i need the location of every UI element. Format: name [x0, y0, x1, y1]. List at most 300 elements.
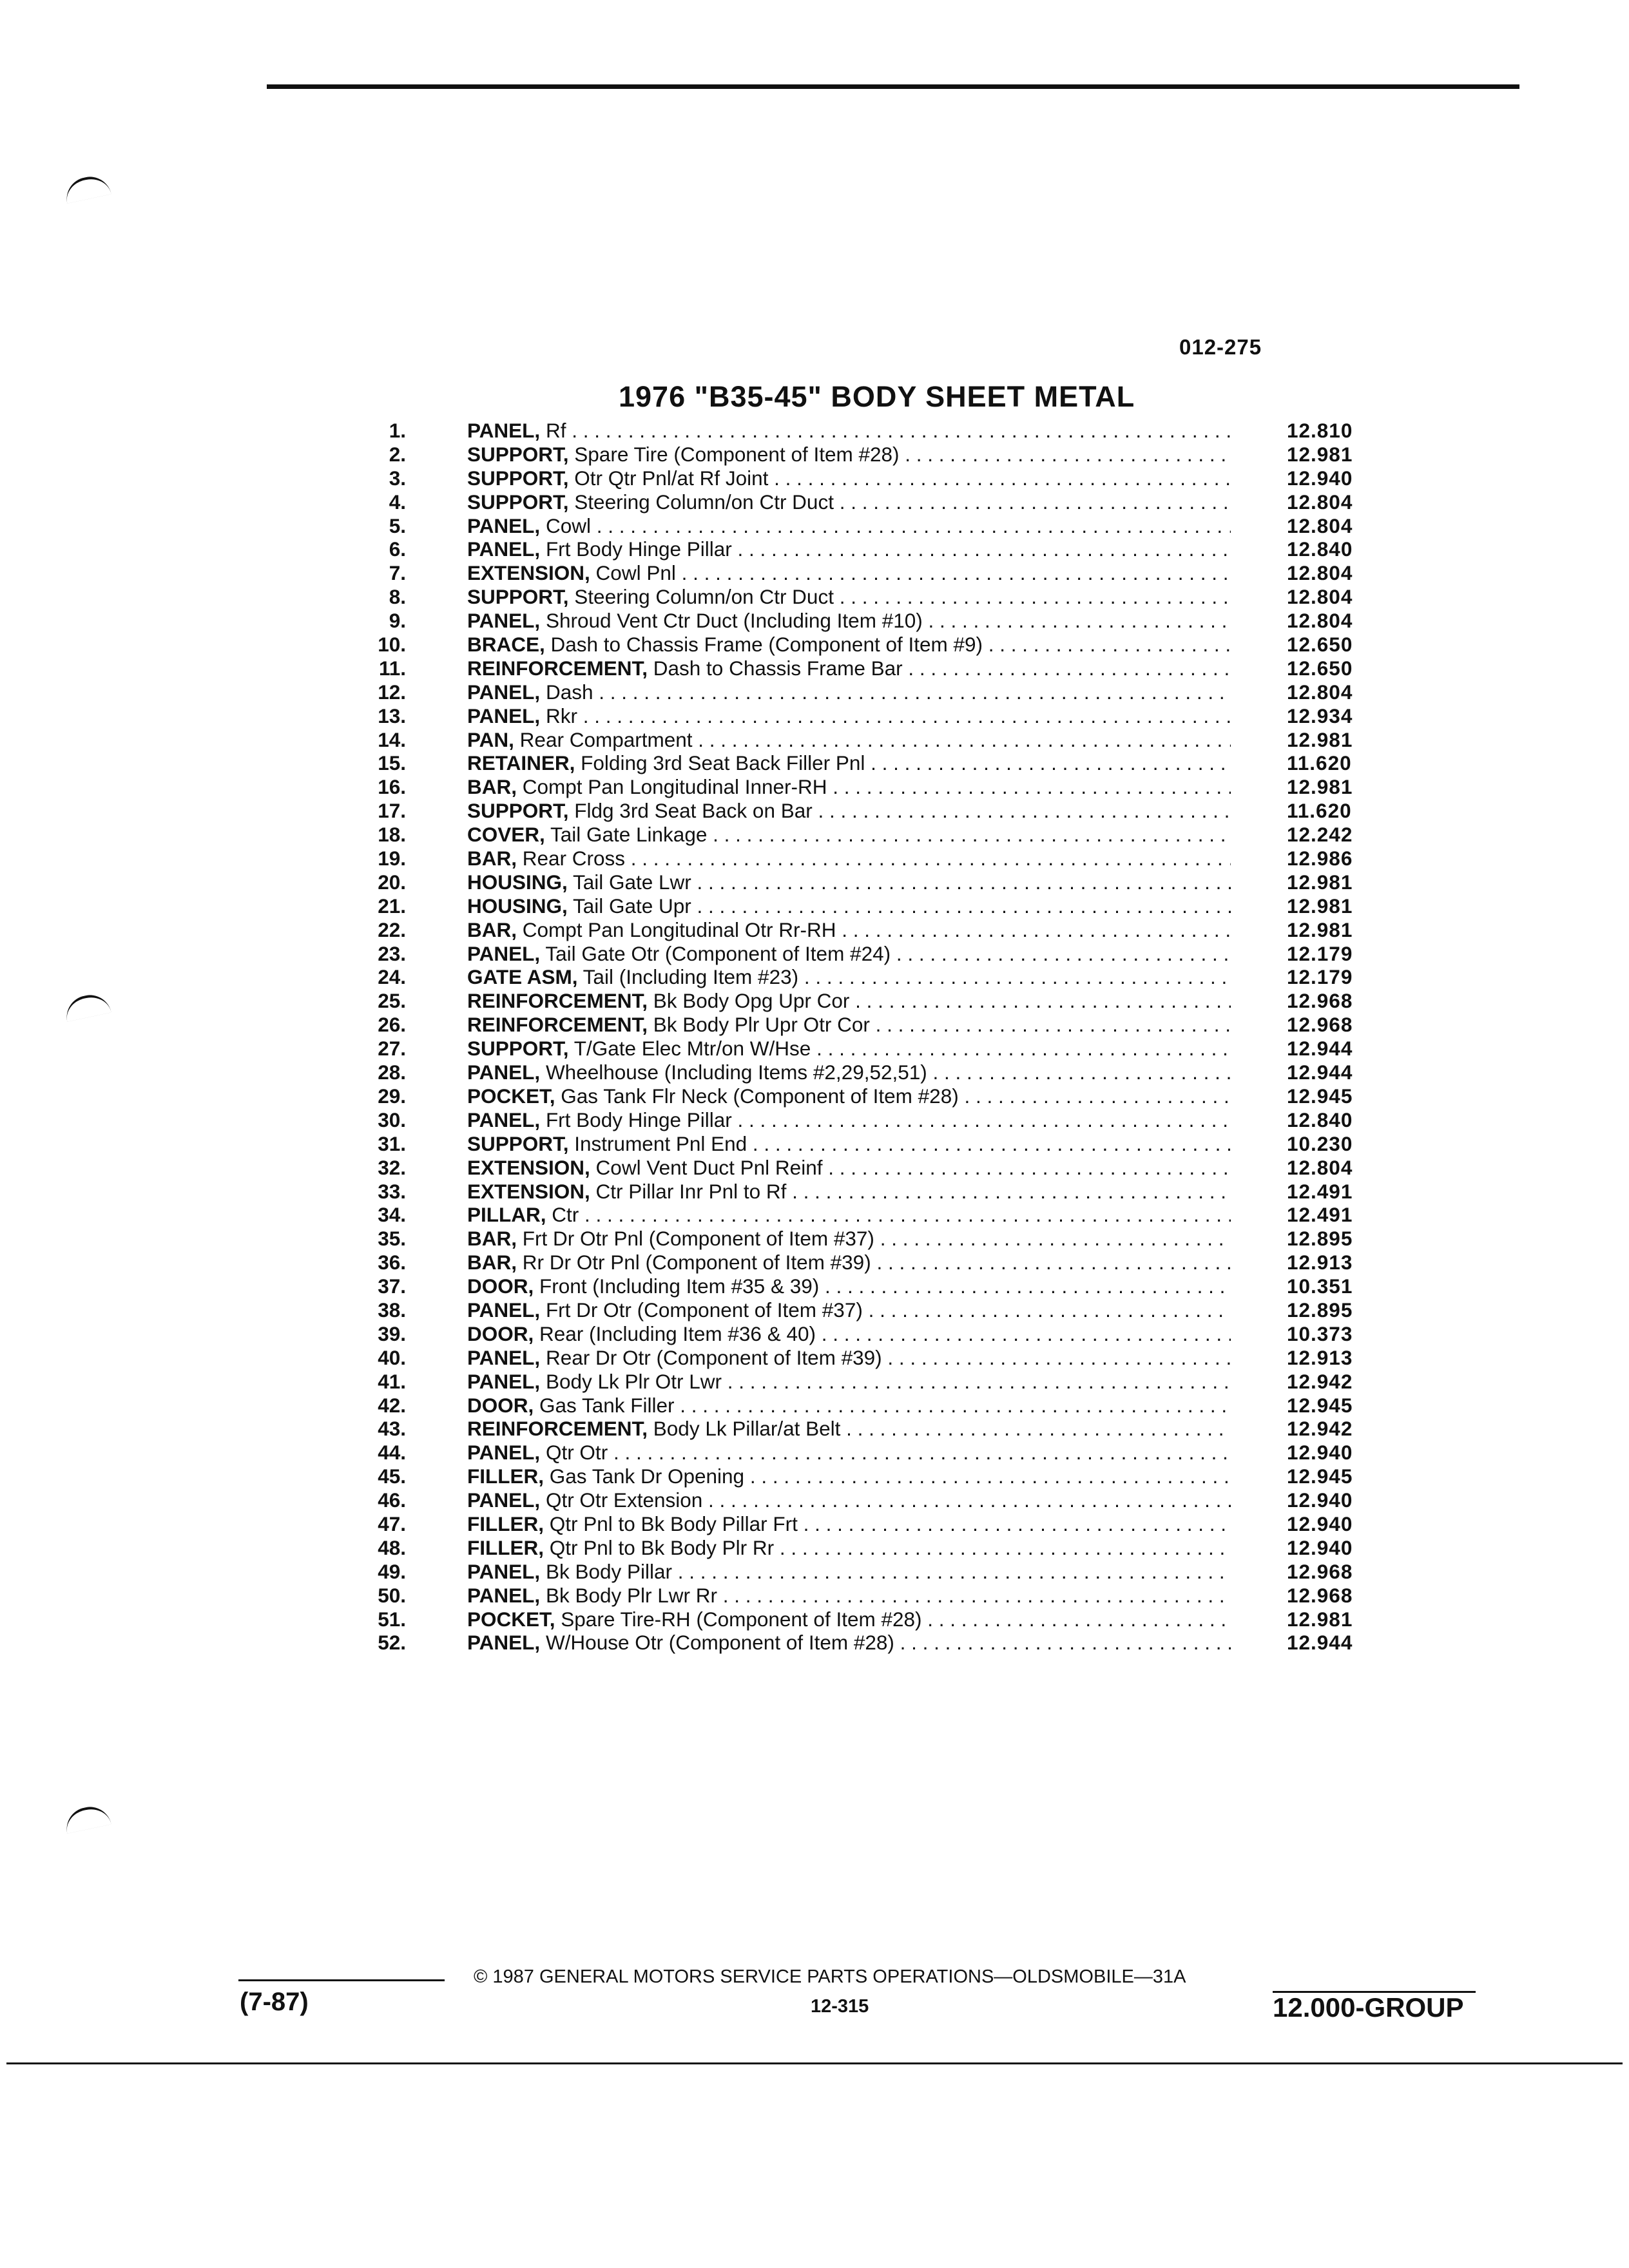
- part-row: [348, 1512, 1379, 1536]
- part-name: FILLER,: [467, 1465, 544, 1488]
- item-number: 42.: [378, 1393, 406, 1417]
- group-number: 12.968: [1287, 1559, 1353, 1583]
- item-number: 22.: [378, 918, 406, 941]
- part-name: PILLAR,: [467, 1203, 546, 1227]
- group-number: 12.804: [1287, 490, 1353, 514]
- part-detail: Dash: [540, 680, 593, 704]
- part-row: [348, 537, 1379, 561]
- part-row: [348, 514, 1379, 538]
- part-detail: Tail (Including Item #23): [577, 965, 799, 989]
- group-number: 10.230: [1287, 1131, 1353, 1155]
- part-description: [467, 823, 1231, 847]
- part-row: [348, 823, 1379, 847]
- item-number: 1.: [389, 419, 406, 442]
- footer-left-rule: [238, 1979, 445, 1981]
- part-description: [467, 1584, 1231, 1608]
- part-detail: Tail Gate Upr: [567, 894, 691, 918]
- part-name: PANEL,: [467, 1061, 541, 1084]
- part-description: [467, 965, 1231, 989]
- item-number: 2.: [389, 442, 406, 466]
- group-number: 12.944: [1287, 1037, 1353, 1061]
- group-number: 12.945: [1287, 1465, 1353, 1488]
- group-number: 12.179: [1287, 965, 1353, 989]
- part-row: [348, 1274, 1379, 1298]
- part-detail: Front (Including Item #35 & 39): [534, 1274, 820, 1298]
- part-name: SUPPORT,: [467, 799, 569, 823]
- part-description: [467, 1274, 1231, 1298]
- part-row: [348, 657, 1379, 680]
- part-description: [467, 419, 1231, 443]
- page-number: 12-315: [811, 1996, 869, 2017]
- part-row: [348, 942, 1379, 966]
- part-row: [348, 1037, 1379, 1061]
- group-number: 12.981: [1287, 918, 1353, 941]
- item-number: 36.: [378, 1251, 406, 1274]
- part-description: [467, 1370, 1231, 1394]
- part-detail: Bk Body Plr Upr Otr Cor: [648, 1013, 870, 1037]
- part-description: [467, 1512, 1231, 1536]
- part-description: [467, 918, 1231, 942]
- part-detail: Rf: [540, 419, 566, 442]
- part-detail: Frt Body Hinge Pillar: [540, 1108, 732, 1131]
- part-row: [348, 1346, 1379, 1370]
- part-name: PANEL,: [467, 1441, 541, 1465]
- item-number: 14.: [378, 727, 406, 751]
- group-number: 12.491: [1287, 1179, 1353, 1203]
- part-name: PANEL,: [467, 704, 541, 727]
- part-name: DOOR,: [467, 1393, 534, 1417]
- item-number: 39.: [378, 1321, 406, 1345]
- item-number: 28.: [378, 1061, 406, 1084]
- part-detail: Steering Column/on Ctr Duct: [568, 585, 834, 609]
- part-detail: Qtr Pnl to Bk Body Pillar Frt: [544, 1512, 798, 1535]
- item-number: 47.: [378, 1512, 406, 1535]
- part-name: EXTENSION,: [467, 561, 590, 585]
- part-name: SUPPORT,: [467, 442, 569, 466]
- part-detail: Bk Body Pillar: [540, 1559, 673, 1583]
- item-number: 52.: [378, 1631, 406, 1655]
- part-name: GATE ASM,: [467, 965, 578, 989]
- group-number: 12.913: [1287, 1345, 1353, 1369]
- part-name: PANEL,: [467, 514, 541, 537]
- part-row: [348, 894, 1379, 918]
- part-name: HOUSING,: [467, 894, 568, 918]
- part-detail: Instrument Pnl End: [568, 1131, 747, 1155]
- group-number: 12.895: [1287, 1227, 1353, 1251]
- part-name: SUPPORT,: [467, 490, 569, 514]
- part-row: [348, 1631, 1379, 1655]
- part-row: [348, 490, 1379, 514]
- part-name: FILLER,: [467, 1535, 544, 1559]
- part-name: PANEL,: [467, 1559, 541, 1583]
- item-number: 13.: [378, 704, 406, 727]
- part-row: [348, 1441, 1379, 1465]
- part-description: [467, 1013, 1231, 1037]
- group-number: 12.913: [1287, 1251, 1353, 1274]
- group-number: 12.981: [1287, 727, 1353, 751]
- item-number: 12.: [378, 680, 406, 704]
- item-number: 33.: [378, 1179, 406, 1203]
- item-number: 30.: [378, 1108, 406, 1131]
- part-name: PANEL,: [467, 680, 541, 704]
- part-name: REINFORCEMENT,: [467, 656, 648, 680]
- part-detail: Rear Dr Otr (Component of Item #39): [540, 1345, 882, 1369]
- item-number: 45.: [378, 1465, 406, 1488]
- part-description: [467, 775, 1231, 799]
- group-number: 10.351: [1287, 1274, 1353, 1298]
- item-number: 20.: [378, 870, 406, 894]
- part-detail: Qtr Otr Extension: [540, 1488, 703, 1512]
- part-detail: Shroud Vent Ctr Duct (Including Item #10): [540, 609, 923, 633]
- part-detail: Gas Tank Dr Opening: [544, 1465, 745, 1488]
- item-number: 49.: [378, 1559, 406, 1583]
- part-row: [348, 1251, 1379, 1274]
- part-detail: Steering Column/on Ctr Duct: [568, 490, 834, 514]
- part-detail: Spare Tire-RH (Component of Item #28): [555, 1607, 922, 1631]
- item-number: 23.: [378, 941, 406, 965]
- part-description: [467, 870, 1231, 894]
- item-number: 7.: [389, 561, 406, 585]
- part-description: [467, 680, 1231, 704]
- item-number: 46.: [378, 1488, 406, 1512]
- part-detail: Body Lk Pillar/at Belt: [648, 1417, 841, 1441]
- part-name: SUPPORT,: [467, 1131, 569, 1155]
- group-number: 12.942: [1287, 1417, 1353, 1441]
- group-number: 12.968: [1287, 989, 1353, 1013]
- group-number: 12.804: [1287, 514, 1353, 537]
- part-description: [467, 1441, 1231, 1465]
- part-name: BRACE,: [467, 633, 545, 657]
- part-row: [348, 1560, 1379, 1584]
- part-row: [348, 443, 1379, 466]
- group-number: 12.242: [1287, 823, 1353, 847]
- group-number: 12.491: [1287, 1203, 1353, 1227]
- part-description: [467, 894, 1231, 918]
- item-number: 17.: [378, 799, 406, 823]
- document-id: 012-275: [1179, 335, 1262, 359]
- part-detail: Rr Dr Otr Pnl (Component of Item #39): [517, 1251, 871, 1274]
- page-footer: [0, 1959, 1629, 2049]
- part-name: SUPPORT,: [467, 466, 569, 490]
- group-number: 11.620: [1287, 751, 1352, 775]
- part-row: [348, 419, 1379, 443]
- part-description: [467, 989, 1231, 1013]
- part-description: [467, 1417, 1231, 1441]
- part-description: [467, 609, 1231, 633]
- group-number: 12.804: [1287, 585, 1353, 609]
- part-name: PANEL,: [467, 1488, 541, 1512]
- revision-date: (7-87): [240, 1988, 309, 2016]
- part-description: [467, 443, 1231, 466]
- part-row: [348, 751, 1379, 775]
- part-description: [467, 1251, 1231, 1274]
- group-number: 12.940: [1287, 1441, 1353, 1465]
- part-name: PANEL,: [467, 1345, 541, 1369]
- item-number: 50.: [378, 1583, 406, 1607]
- item-number: 51.: [378, 1607, 406, 1631]
- group-number: 12.940: [1287, 466, 1353, 490]
- part-name: PANEL,: [467, 1583, 541, 1607]
- parts-list: [348, 419, 1379, 1655]
- part-row: [348, 1156, 1379, 1180]
- part-description: [467, 1298, 1231, 1322]
- group-number: 12.940: [1287, 1535, 1353, 1559]
- part-description: [467, 1180, 1231, 1204]
- item-number: 35.: [378, 1227, 406, 1251]
- part-name: DOOR,: [467, 1321, 534, 1345]
- part-name: RETAINER,: [467, 751, 575, 775]
- part-name: COVER,: [467, 823, 545, 847]
- part-detail: Bk Body Opg Upr Cor: [648, 989, 850, 1013]
- item-number: 10.: [378, 633, 406, 657]
- part-name: REINFORCEMENT,: [467, 1013, 648, 1037]
- part-detail: Cowl Pnl: [590, 561, 676, 585]
- item-number: 40.: [378, 1345, 406, 1369]
- group-number: 12.981: [1287, 442, 1353, 466]
- group-number: 12.981: [1287, 870, 1353, 894]
- part-name: BAR,: [467, 918, 517, 941]
- group-number: 12.968: [1287, 1583, 1353, 1607]
- part-detail: Cowl Vent Duct Pnl Reinf: [590, 1155, 823, 1179]
- group-number: 11.620: [1287, 799, 1352, 823]
- part-row: [348, 1465, 1379, 1488]
- part-detail: Spare Tire (Component of Item #28): [568, 442, 900, 466]
- part-description: [467, 1631, 1231, 1655]
- part-name: SUPPORT,: [467, 1037, 569, 1061]
- part-detail: Tail Gate Linkage: [545, 823, 708, 847]
- group-number: 12.944: [1287, 1061, 1353, 1084]
- part-detail: Gas Tank Filler: [534, 1393, 675, 1417]
- part-detail: Frt Dr Otr Pnl (Component of Item #37): [517, 1227, 874, 1251]
- item-number: 38.: [378, 1298, 406, 1321]
- part-row: [348, 870, 1379, 894]
- part-description: [467, 1322, 1231, 1346]
- part-detail: Wheelhouse (Including Items #2,29,52,51): [540, 1061, 927, 1084]
- part-name: EXTENSION,: [467, 1179, 590, 1203]
- item-number: 48.: [378, 1535, 406, 1559]
- binder-hole-mark-middle: [63, 991, 111, 1022]
- part-detail: Body Lk Plr Otr Lwr: [540, 1369, 722, 1393]
- part-detail: T/Gate Elec Mtr/on W/Hse: [568, 1037, 811, 1061]
- item-number: 24.: [378, 965, 406, 989]
- part-name: BAR,: [467, 1251, 517, 1274]
- group-number: 12.945: [1287, 1084, 1353, 1108]
- item-number: 25.: [378, 989, 406, 1013]
- part-name: PANEL,: [467, 1631, 541, 1655]
- part-detail: Tail Gate Otr (Component of Item #24): [540, 941, 891, 965]
- group-number: 12.981: [1287, 1607, 1353, 1631]
- part-row: [348, 1584, 1379, 1608]
- part-name: POCKET,: [467, 1084, 555, 1108]
- part-description: [467, 657, 1231, 680]
- part-detail: Rear Cross: [517, 847, 626, 870]
- part-name: EXTENSION,: [467, 1155, 590, 1179]
- group-number: 12.940: [1287, 1512, 1353, 1535]
- part-name: BAR,: [467, 1227, 517, 1251]
- item-number: 15.: [378, 751, 406, 775]
- group-number: 12.804: [1287, 561, 1353, 585]
- part-row: [348, 1180, 1379, 1204]
- group-code: 12.000-GROUP: [1273, 1992, 1464, 2023]
- part-row: [348, 1013, 1379, 1037]
- part-name: HOUSING,: [467, 870, 568, 894]
- part-detail: Tail Gate Lwr: [567, 870, 691, 894]
- part-description: [467, 1227, 1231, 1251]
- part-row: [348, 1061, 1379, 1084]
- part-detail: Dash to Chassis Frame (Component of Item #9): [545, 633, 983, 657]
- part-detail: Otr Qtr Pnl/at Rf Joint: [568, 466, 769, 490]
- item-number: 44.: [378, 1441, 406, 1465]
- top-rule: [267, 84, 1519, 89]
- part-name: REINFORCEMENT,: [467, 1417, 648, 1441]
- part-row: [348, 965, 1379, 989]
- part-row: [348, 989, 1379, 1013]
- part-row: [348, 1370, 1379, 1394]
- part-description: [467, 728, 1231, 752]
- item-number: 41.: [378, 1369, 406, 1393]
- bottom-rule: [6, 2062, 1623, 2064]
- group-number: 12.934: [1287, 704, 1353, 727]
- part-detail: Rear (Including Item #36 & 40): [534, 1321, 816, 1345]
- part-description: [467, 1560, 1231, 1584]
- part-detail: Folding 3rd Seat Back Filler Pnl: [575, 751, 865, 775]
- part-name: PANEL,: [467, 1369, 541, 1393]
- part-row: [348, 1203, 1379, 1227]
- part-name: BAR,: [467, 847, 517, 870]
- item-number: 21.: [378, 894, 406, 918]
- item-number: 5.: [389, 514, 406, 537]
- part-row: [348, 1417, 1379, 1441]
- part-name: PANEL,: [467, 1108, 541, 1131]
- group-number: 12.968: [1287, 1013, 1353, 1037]
- part-row: [348, 1322, 1379, 1346]
- part-detail: Gas Tank Flr Neck (Component of Item #28): [555, 1084, 959, 1108]
- part-description: [467, 1346, 1231, 1370]
- group-number: 12.945: [1287, 1393, 1353, 1417]
- item-number: 11.: [378, 656, 406, 680]
- part-description: [467, 514, 1231, 538]
- group-number: 12.840: [1287, 537, 1353, 561]
- part-description: [467, 942, 1231, 966]
- part-name: PANEL,: [467, 1298, 541, 1321]
- part-name: PANEL,: [467, 941, 541, 965]
- part-detail: Rear Compartment: [514, 727, 693, 751]
- part-description: [467, 1084, 1231, 1108]
- part-name: PANEL,: [467, 419, 541, 442]
- part-detail: W/House Otr (Component of Item #28): [540, 1631, 894, 1655]
- part-description: [467, 1156, 1231, 1180]
- part-description: [467, 633, 1231, 657]
- part-description: [467, 537, 1231, 561]
- part-row: [348, 1298, 1379, 1322]
- part-description: [467, 1132, 1231, 1156]
- part-detail: Ctr: [546, 1203, 579, 1227]
- item-number: 6.: [389, 537, 406, 561]
- part-detail: Compt Pan Longitudinal Inner-RH: [517, 775, 827, 799]
- part-description: [467, 1108, 1231, 1132]
- part-description: [467, 1465, 1231, 1488]
- part-name: SUPPORT,: [467, 585, 569, 609]
- part-detail: Rkr: [540, 704, 577, 727]
- part-detail: Compt Pan Longitudinal Otr Rr-RH: [517, 918, 836, 941]
- part-description: [467, 1203, 1231, 1227]
- part-row: [348, 847, 1379, 870]
- page-title: 1976 "B35-45" BODY SHEET METAL: [619, 380, 1135, 413]
- part-description: [467, 751, 1231, 775]
- part-row: [348, 1132, 1379, 1156]
- item-number: 3.: [389, 466, 406, 490]
- part-row: [348, 561, 1379, 585]
- part-row: [348, 704, 1379, 728]
- part-row: [348, 609, 1379, 633]
- group-number: 10.373: [1287, 1321, 1353, 1345]
- part-description: [467, 1037, 1231, 1061]
- part-name: FILLER,: [467, 1512, 544, 1535]
- group-number: 12.981: [1287, 775, 1353, 799]
- part-description: [467, 847, 1231, 870]
- part-detail: Bk Body Plr Lwr Rr: [540, 1583, 717, 1607]
- group-number: 12.650: [1287, 656, 1353, 680]
- part-name: REINFORCEMENT,: [467, 989, 648, 1013]
- group-number: 12.810: [1287, 419, 1353, 442]
- group-number: 12.804: [1287, 1155, 1353, 1179]
- group-number: 12.650: [1287, 633, 1353, 657]
- item-number: 9.: [389, 609, 406, 633]
- item-number: 19.: [378, 847, 406, 870]
- part-name: DOOR,: [467, 1274, 534, 1298]
- item-number: 27.: [378, 1037, 406, 1061]
- part-description: [467, 561, 1231, 585]
- part-detail: Fldg 3rd Seat Back on Bar: [568, 799, 813, 823]
- group-number: 12.981: [1287, 894, 1353, 918]
- part-description: [467, 1488, 1231, 1512]
- item-number: 16.: [378, 775, 406, 799]
- part-description: [467, 1536, 1231, 1560]
- part-row: [348, 585, 1379, 609]
- item-number: 18.: [378, 823, 406, 847]
- copyright-notice: © 1987 GENERAL MOTORS SERVICE PARTS OPERATIONS—OLDSMOBILE—31A: [474, 1966, 1186, 1987]
- part-row: [348, 775, 1379, 799]
- part-row: [348, 918, 1379, 942]
- part-detail: Qtr Otr: [540, 1441, 608, 1465]
- item-number: 37.: [378, 1274, 406, 1298]
- part-row: [348, 633, 1379, 657]
- part-row: [348, 1608, 1379, 1631]
- group-number: 12.944: [1287, 1631, 1353, 1655]
- part-detail: Frt Dr Otr (Component of Item #37): [540, 1298, 863, 1321]
- group-number: 12.986: [1287, 847, 1353, 870]
- item-number: 26.: [378, 1013, 406, 1037]
- part-row: [348, 680, 1379, 704]
- group-number: 12.895: [1287, 1298, 1353, 1321]
- part-description: [467, 585, 1231, 609]
- part-row: [348, 1227, 1379, 1251]
- group-number: 12.940: [1287, 1488, 1353, 1512]
- part-name: PAN,: [467, 727, 514, 751]
- binder-hole-mark-bottom: [63, 1803, 111, 1834]
- part-detail: Cowl: [540, 514, 591, 537]
- item-number: 31.: [378, 1131, 406, 1155]
- part-detail: Frt Body Hinge Pillar: [540, 537, 732, 561]
- part-detail: Dash to Chassis Frame Bar: [648, 656, 903, 680]
- part-row: [348, 1488, 1379, 1512]
- group-number: 12.840: [1287, 1108, 1353, 1131]
- part-detail: Qtr Pnl to Bk Body Plr Rr: [544, 1535, 775, 1559]
- item-number: 32.: [378, 1155, 406, 1179]
- part-description: [467, 490, 1231, 514]
- part-name: PANEL,: [467, 609, 541, 633]
- part-description: [467, 466, 1231, 490]
